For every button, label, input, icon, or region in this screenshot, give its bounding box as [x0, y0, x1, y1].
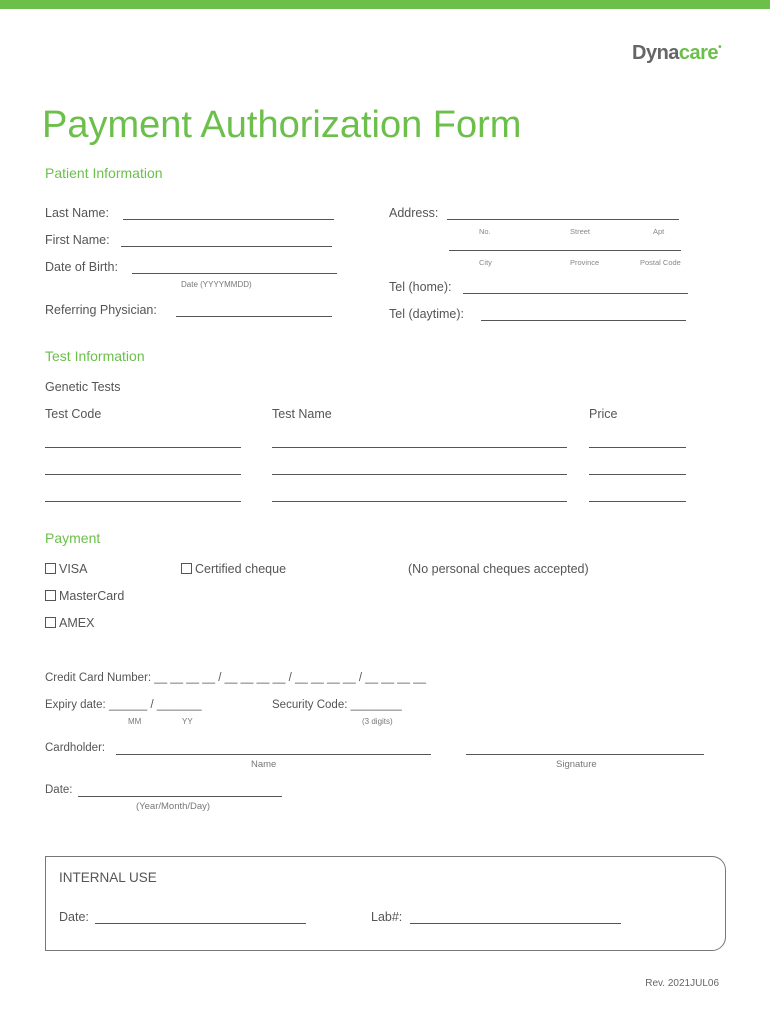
test-name-header: Test Name: [272, 407, 332, 421]
price-field-1[interactable]: [589, 447, 686, 448]
test-code-field-1[interactable]: [45, 447, 241, 448]
cardholder-name-hint: Name: [251, 759, 277, 770]
mastercard-label: MasterCard: [59, 589, 125, 603]
internal-date-label: Date:: [59, 910, 89, 924]
tel-daytime-label: Tel (daytime):: [389, 307, 465, 321]
internal-lab-field[interactable]: [410, 923, 621, 924]
cardholder-signature-field[interactable]: [466, 754, 704, 755]
referring-physician-label: Referring Physician:: [45, 303, 157, 317]
internal-date-field[interactable]: [95, 923, 306, 924]
dob-hint: Date (YYYYMMDD): [181, 280, 252, 289]
mastercard-option[interactable]: [45, 589, 124, 603]
no-personal-cheques-note: (No personal cheques accepted): [408, 562, 589, 576]
dynacare-logo: [632, 42, 721, 65]
dob-field[interactable]: [132, 273, 337, 274]
logo-text-care: care: [678, 42, 719, 64]
price-field-2[interactable]: [589, 474, 686, 475]
visa-option[interactable]: [45, 562, 88, 576]
expiry-field[interactable]: ______ / _______: [108, 699, 202, 711]
expiry-mm-hint: MM: [128, 717, 142, 726]
expiry-row: [45, 699, 202, 711]
cardholder-signature-hint: Signature: [556, 759, 597, 770]
expiry-label: Expiry date:: [45, 699, 106, 711]
address-street-hint: Street: [570, 227, 591, 236]
cardholder-label: Cardholder:: [45, 742, 106, 754]
address-line2-field[interactable]: [449, 250, 681, 251]
patient-section-heading: Patient Information: [45, 165, 163, 181]
page-title: Payment Authorization Form: [42, 104, 522, 146]
visa-label: VISA: [59, 562, 88, 576]
last-name-field[interactable]: [123, 219, 334, 220]
referring-physician-field[interactable]: [176, 316, 332, 317]
test-name-field-3[interactable]: [272, 501, 567, 502]
dob-label: Date of Birth:: [45, 260, 118, 274]
mastercard-checkbox[interactable]: [45, 590, 56, 601]
test-code-header: Test Code: [45, 407, 102, 421]
test-name-field-2[interactable]: [272, 474, 567, 475]
genetic-tests-label: Genetic Tests: [45, 380, 121, 394]
security-code-label: Security Code:: [272, 699, 348, 711]
test-name-field-1[interactable]: [272, 447, 567, 448]
credit-card-number-label: Credit Card Number:: [45, 672, 152, 684]
payment-date-hint: (Year/Month/Day): [136, 801, 211, 812]
test-section-heading: Test Information: [45, 348, 145, 364]
amex-checkbox[interactable]: [45, 617, 56, 628]
address-label: Address:: [389, 206, 439, 220]
internal-use-heading: INTERNAL USE: [59, 870, 157, 885]
revision-label: Rev. 2021JUL06: [645, 978, 719, 989]
certified-cheque-label: Certified cheque: [195, 562, 287, 576]
internal-lab-label: Lab#:: [371, 910, 403, 924]
credit-card-number-row: [45, 672, 426, 684]
top-accent-bar: [0, 0, 770, 9]
address-city-hint: City: [479, 258, 492, 267]
certified-cheque-checkbox[interactable]: [181, 563, 192, 574]
address-province-hint: Province: [570, 258, 600, 267]
tel-home-label: Tel (home):: [389, 280, 452, 294]
address-apt-hint: Apt: [653, 227, 665, 236]
cardholder-name-field[interactable]: [116, 754, 431, 755]
address-postal-hint: Postal Code: [640, 258, 681, 267]
price-field-3[interactable]: [589, 501, 686, 502]
tel-daytime-field[interactable]: [481, 320, 686, 321]
tel-home-field[interactable]: [463, 293, 688, 294]
amex-label: AMEX: [59, 616, 95, 630]
security-code-field[interactable]: ________: [350, 699, 402, 711]
last-name-label: Last Name:: [45, 206, 109, 220]
first-name-label: First Name:: [45, 233, 110, 247]
payment-date-label: Date:: [45, 784, 73, 796]
credit-card-number-field[interactable]: __ __ __ __ / __ __ __ __ / __ __ __ __ / __ __ __ __: [154, 672, 427, 684]
first-name-field[interactable]: [121, 246, 332, 247]
visa-checkbox[interactable]: [45, 563, 56, 574]
logo-mark: •: [718, 42, 722, 53]
certified-cheque-option[interactable]: [181, 562, 286, 576]
address-line1-field[interactable]: [447, 219, 679, 220]
security-code-hint: (3 digits): [362, 717, 393, 726]
security-code-row: [272, 699, 402, 711]
address-no-hint: No.: [479, 227, 491, 236]
logo-text-dyna: Dyna: [632, 42, 679, 64]
price-header: Price: [589, 407, 618, 421]
expiry-yy-hint: YY: [182, 717, 193, 726]
test-code-field-2[interactable]: [45, 474, 241, 475]
amex-option[interactable]: [45, 616, 94, 630]
payment-section-heading: Payment: [45, 530, 101, 546]
payment-date-field[interactable]: [78, 796, 282, 797]
test-code-field-3[interactable]: [45, 501, 241, 502]
